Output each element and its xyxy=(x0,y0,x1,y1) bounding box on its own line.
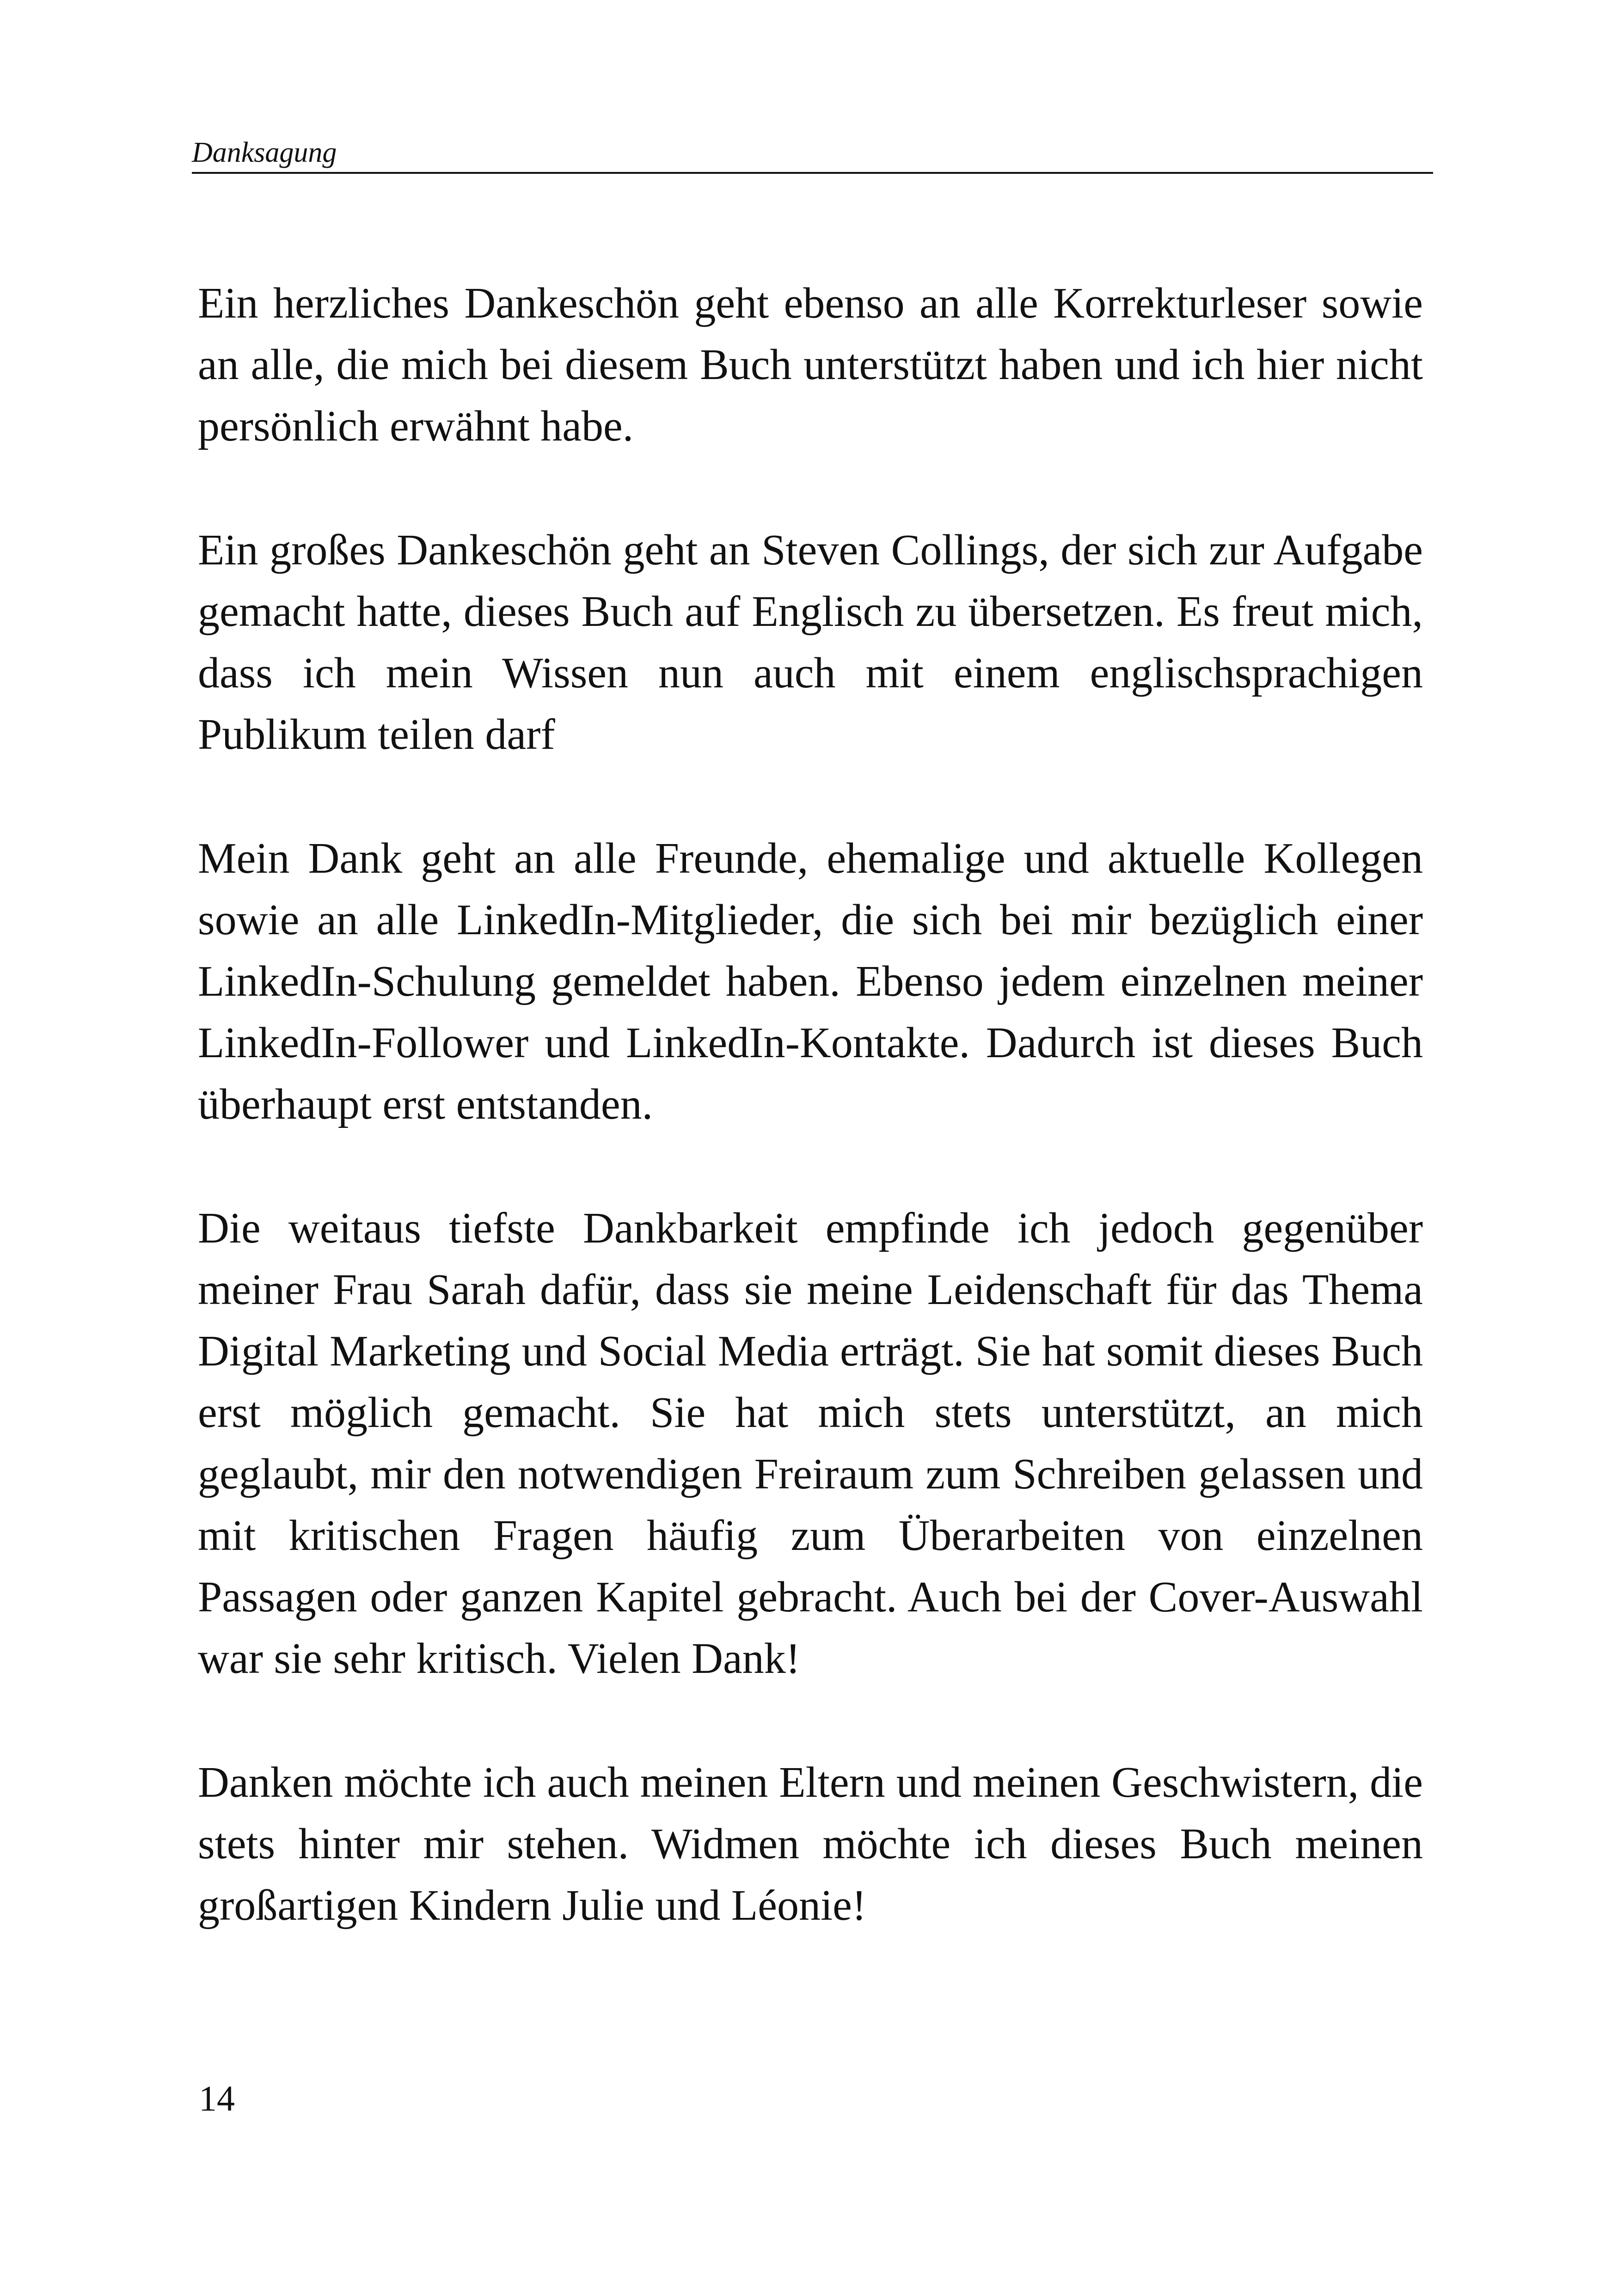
paragraph-thanks-friends-colleagues: Mein Dank geht an alle Freunde, ehemalige und aktuelle Kollegen sowie an alle LinkedIn-Mitglieder, die sich bei mir bezüglich einer LinkedIn-Schulung gemeldet haben. Ebenso jedem einzelnen meiner LinkedIn-Follower und LinkedIn-Kontakte. Dadurch ist dieses Buch überhaupt erst entstanden. xyxy=(198,834,1423,1128)
body-text xyxy=(198,273,1423,1999)
paragraph-thanks-wife: Die weitaus tiefste Dankbarkeit empfinde ich jedoch gegenüber meiner Frau Sarah dafür, dass sie meine Leidenschaft für das Thema Digital Marketing und Social Media erträgt. Sie hat somit dieses Buch erst möglich gemacht. Sie hat mich stets unterstützt, an mich geglaubt, mir den notwendigen Freiraum zum Schreiben gelassen und mit kritischen Fragen häufig zum Überarbeiten von einzelnen Passagen oder ganzen Kapitel gebracht. Auch bei der Cover-Auswahl war sie sehr kritisch. Vielen Dank! xyxy=(198,1204,1423,1683)
page-number: 14 xyxy=(199,2078,235,2118)
header-rule xyxy=(192,172,1433,174)
paragraph-thanks-family: Danken möchte ich auch meinen Eltern und meinen Geschwistern, die stets hinter mir stehen. Widmen möchte ich dieses Buch meinen großartigen Kindern Julie und Léonie! xyxy=(198,1758,1423,1929)
paragraph-thanks-proofreaders: Ein herzliches Dankeschön geht ebenso an alle Korrekturleser sowie an alle, die mich bei diesem Buch unterstützt haben und ich hier nicht persönlich erwähnt habe. xyxy=(198,279,1423,450)
running-header xyxy=(192,134,1433,176)
running-header-title: Danksagung xyxy=(192,137,337,168)
paragraph-thanks-translator: Ein großes Dankeschön geht an Steven Collings, der sich zur Aufgabe gemacht hatte, dieses Buch auf Englisch zu übersetzen. Es freut mich, dass ich mein Wissen nun auch mit einem englischsprachigen Publikum teilen darf xyxy=(198,526,1423,759)
